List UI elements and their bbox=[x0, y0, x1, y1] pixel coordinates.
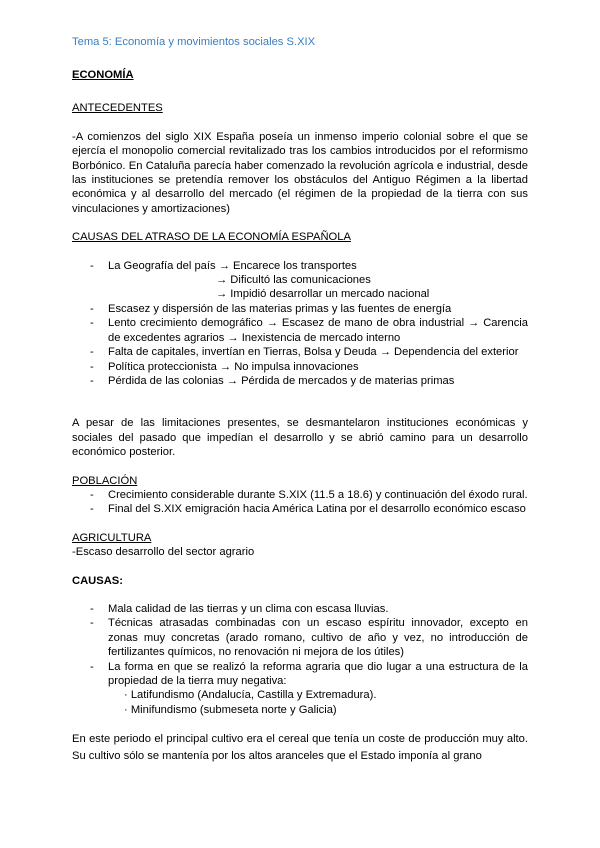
list-subitem: → Impidió desarrollar un mercado nacional bbox=[216, 288, 430, 301]
agricultura-paragraph: -Escaso desarrollo del sector agrario bbox=[72, 546, 255, 559]
final-paragraph: En este periodo el principal cultivo era el cereal que tenía un coste de producción muy alto. Su cultivo sólo se mantenía por los altos aranceles que el Estado imponía al grano bbox=[72, 733, 528, 763]
pesar-paragraph: A pesar de las limitaciones presentes, se desmantelaron instituciones económicas y sociales del pasado que impedían el desarrollo y se abrió camino para un desarrollo económico posterior. bbox=[72, 417, 528, 459]
list-item: - Crecimiento considerable durante S.XIX (11.5 a 18.6) y continuación del éxodo rural. bbox=[72, 488, 528, 502]
poblacion-heading: POBLACIÓN bbox=[72, 474, 138, 487]
list-subitem: → Dificultó las comunicaciones bbox=[216, 274, 371, 287]
economia-heading: ECONOMÍA bbox=[72, 69, 134, 81]
poblacion-list bbox=[72, 488, 528, 517]
causas-list bbox=[72, 602, 528, 688]
list-item: - Política proteccionista → No impulsa innovaciones bbox=[72, 360, 528, 374]
causas-atraso-heading: CAUSAS DEL ATRASO DE LA ECONOMÍA ESPAÑOLA bbox=[72, 231, 351, 244]
list-item: - Falta de capitales, invertían en Tierras, Bolsa y Deuda → Dependencia del exterior bbox=[72, 345, 528, 359]
agricultura-heading: AGRICULTURA bbox=[72, 531, 152, 544]
list-item: - Pérdida de las colonias → Pérdida de mercados y de materias primas bbox=[72, 374, 528, 388]
causas-heading: CAUSAS: bbox=[72, 574, 123, 587]
causas-subitem: · Minifundismo (submeseta norte y Galicia) bbox=[124, 703, 337, 716]
list-item: - Escasez y dispersión de las materias primas y las fuentes de energía bbox=[72, 302, 528, 316]
list-item: - Técnicas atrasadas combinadas con un escaso espíritu innovador, excepto en zonas muy concretas (arado romano, cultivo de año y vez, no introducción de fertilizantes químicos, no renovación ni mejora de los útiles) bbox=[72, 616, 528, 659]
document-body bbox=[72, 68, 528, 765]
list-item: - Mala calidad de las tierras y un clima con escasa lluvias. bbox=[72, 602, 528, 616]
page-header: Tema 5: Economía y movimientos sociales S.XIX bbox=[72, 36, 316, 48]
list-item: - Final del S.XIX emigración hacia América Latina por el desarrollo económico escaso bbox=[72, 502, 528, 516]
list-item: - Lento crecimiento demográfico → Escasez de mano de obra industrial → Carencia de excedentes agrarios → Inexistencia de mercado interno bbox=[72, 316, 528, 345]
causas-subitem: · Latifundismo (Andalucía, Castilla y Extremadura). bbox=[124, 689, 377, 702]
antecedentes-paragraph: -A comienzos del siglo XIX España poseía un inmenso imperio colonial sobre el que se ejercía el monopolio comercial revitalizado tras los cambios introducidos por el reformismo Borbónico. En Cataluña parecía haber comenzado la revolución agrícola e industrial, desde las instituciones se pretendía remover los obstáculos del Antiguo Régimen a la libertad económica y al desarrollo del mercado (el régimen de la propiedad de la tierra con sus vinculaciones y amortizaciones) bbox=[72, 130, 528, 215]
antecedentes-heading: ANTECEDENTES bbox=[72, 102, 163, 115]
list-item: - La forma en que se realizó la reforma agraria que dio lugar a una estructura de la propiedad de la tierra muy negativa: bbox=[72, 660, 528, 689]
list-item: - La Geografía del país → Encarece los transportes bbox=[72, 259, 528, 273]
causas-atraso-list bbox=[72, 259, 528, 389]
